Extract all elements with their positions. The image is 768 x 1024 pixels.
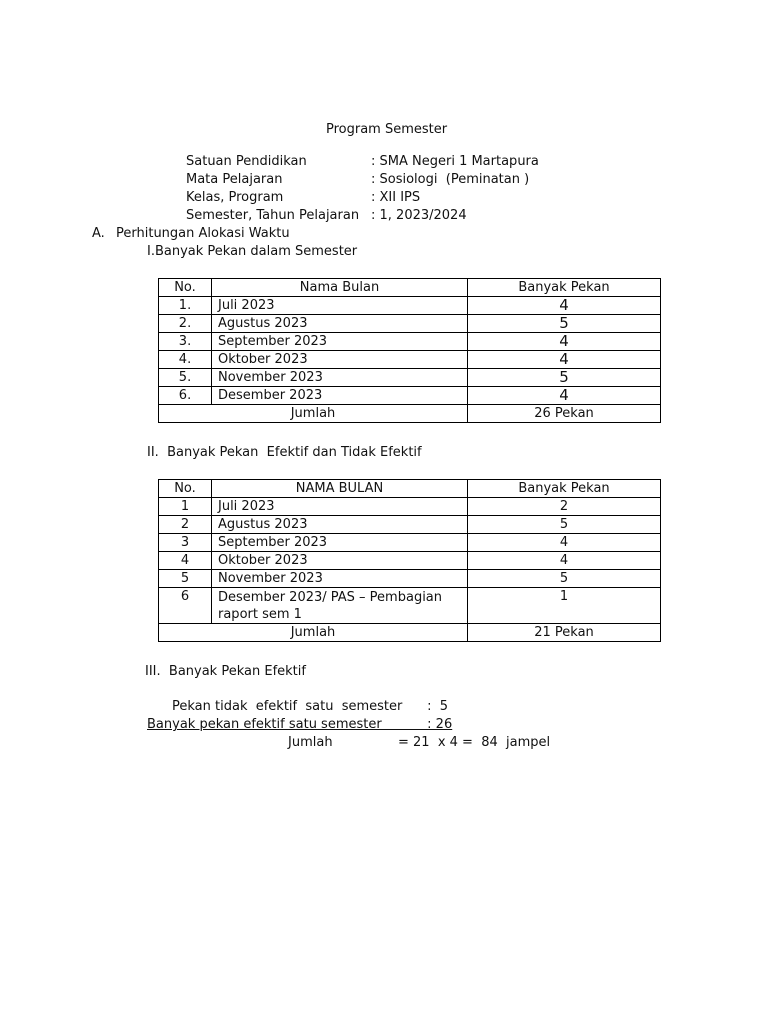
cell-no: 2. — [159, 315, 212, 333]
identity-value: : XII IPS — [371, 190, 421, 205]
section-a-marker: A. — [92, 226, 105, 241]
cell-no: 3 — [159, 534, 212, 552]
identity-value: : 1, 2023/2024 — [371, 208, 467, 223]
page-title: Program Semester — [326, 122, 448, 137]
cell-month: Desember 2023 — [212, 387, 468, 405]
header-weeks: Banyak Pekan — [468, 480, 661, 498]
table-row — [159, 552, 661, 570]
cell-weeks: 4 — [468, 333, 661, 351]
cell-weeks: 4 — [468, 387, 661, 405]
table-total-row — [159, 624, 661, 642]
cell-weeks: 5 — [468, 570, 661, 588]
header-no: No. — [159, 279, 212, 297]
table-row — [159, 315, 661, 333]
cell-no: 3. — [159, 333, 212, 351]
cell-no: 2 — [159, 516, 212, 534]
cell-month: September 2023 — [212, 333, 468, 351]
cell-month: Juli 2023 — [212, 297, 468, 315]
identity-label: Mata Pelajaran — [186, 172, 283, 187]
cell-no: 4 — [159, 552, 212, 570]
cell-weeks: 1 — [468, 588, 661, 624]
header-weeks: Banyak Pekan — [468, 279, 661, 297]
part3-heading: III. Banyak Pekan Efektif — [145, 664, 306, 679]
table-header-row — [159, 279, 661, 297]
cell-weeks: 4 — [468, 297, 661, 315]
table-row — [159, 369, 661, 387]
cell-weeks: 4 — [468, 552, 661, 570]
cell-month: Oktober 2023 — [212, 552, 468, 570]
cell-weeks: 5 — [468, 315, 661, 333]
cell-month: Desember 2023/ PAS – Pembagian raport sem 1 — [212, 588, 468, 624]
total-value: 21 Pekan — [468, 624, 661, 642]
table-total-row — [159, 405, 661, 423]
identity-value: : Sosiologi (Peminatan ) — [371, 172, 530, 187]
table-header-row — [159, 480, 661, 498]
section-a-title: Perhitungan Alokasi Waktu — [116, 226, 290, 241]
table-row — [159, 333, 661, 351]
header-no: No. — [159, 480, 212, 498]
identity-label: Satuan Pendidikan — [186, 154, 307, 169]
table-row — [159, 588, 661, 624]
identity-label: Kelas, Program — [186, 190, 284, 205]
identity-label: Semester, Tahun Pelajaran — [186, 208, 360, 223]
cell-month: Oktober 2023 — [212, 351, 468, 369]
cell-weeks: 4 — [468, 351, 661, 369]
table-row — [159, 387, 661, 405]
cell-weeks: 5 — [468, 369, 661, 387]
part2-heading: II. Banyak Pekan Efektif dan Tidak Efektif — [147, 445, 422, 460]
table-row — [159, 498, 661, 516]
cell-month: Agustus 2023 — [212, 516, 468, 534]
cell-no: 6. — [159, 387, 212, 405]
non-effective-weeks-line: Pekan tidak efektif satu semester : 5 — [172, 699, 449, 714]
table-weeks-in-semester — [158, 278, 661, 423]
cell-weeks: 5 — [468, 516, 661, 534]
cell-weeks: 4 — [468, 534, 661, 552]
table-row — [159, 570, 661, 588]
cell-month: November 2023 — [212, 570, 468, 588]
cell-weeks: 2 — [468, 498, 661, 516]
table-row — [159, 534, 661, 552]
cell-no: 6 — [159, 588, 212, 624]
cell-no: 5 — [159, 570, 212, 588]
table-row — [159, 351, 661, 369]
header-month: NAMA BULAN — [212, 480, 468, 498]
cell-month: September 2023 — [212, 534, 468, 552]
identity-value: : SMA Negeri 1 Martapura — [371, 154, 539, 169]
table-row — [159, 516, 661, 534]
part1-heading: I.Banyak Pekan dalam Semester — [147, 244, 358, 259]
table-effective-weeks — [158, 479, 661, 642]
table-row — [159, 297, 661, 315]
cell-month: November 2023 — [212, 369, 468, 387]
sum-label: Jumlah — [288, 735, 333, 750]
effective-weeks-line: Banyak pekan efektif satu semester : 26 — [147, 717, 453, 732]
cell-no: 1. — [159, 297, 212, 315]
cell-no: 4. — [159, 351, 212, 369]
total-label: Jumlah — [159, 405, 468, 423]
cell-month: Juli 2023 — [212, 498, 468, 516]
header-month: Nama Bulan — [212, 279, 468, 297]
cell-month: Agustus 2023 — [212, 315, 468, 333]
cell-no: 1 — [159, 498, 212, 516]
total-value: 26 Pekan — [468, 405, 661, 423]
total-label: Jumlah — [159, 624, 468, 642]
sum-value: = 21 x 4 = 84 jampel — [398, 735, 551, 750]
cell-no: 5. — [159, 369, 212, 387]
